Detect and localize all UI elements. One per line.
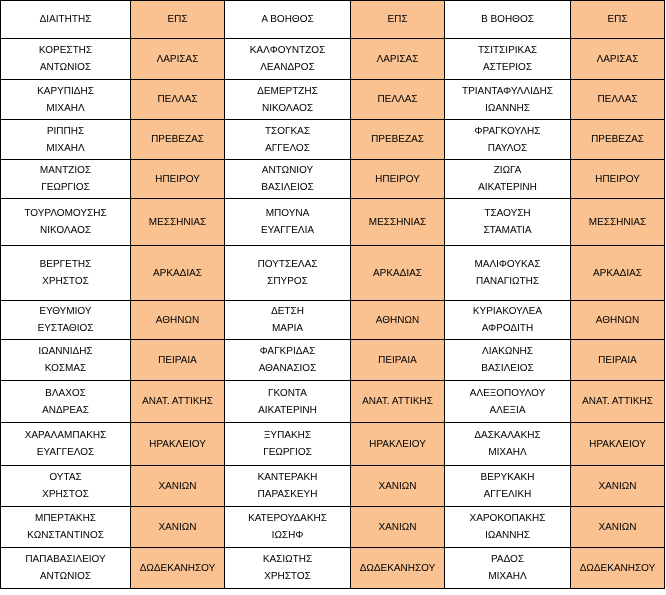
assistant-a-name-cell <box>225 39 351 80</box>
referee-name-cell <box>1 39 131 80</box>
header-assistant-b-eps: ΕΠΣ <box>571 1 665 39</box>
first-name: ΑΛΕΞΙΑ <box>489 404 526 416</box>
surname: ΜΑΛΙΦΟΥΚΑΣ <box>474 259 541 270</box>
first-name: ΑΘΑΝΑΣΙΟΣ <box>258 363 317 374</box>
table-row <box>1 199 665 246</box>
assistant-a-eps-cell: ΧΑΝΙΩΝ <box>351 466 445 507</box>
assistant-b-eps-cell: ΑΝΑΤ. ΑΤΤΙΚΗΣ <box>571 381 665 423</box>
first-name: ΜΙΧΑΗΛ <box>488 447 527 458</box>
referee-eps-cell: ΗΠΕΙΡΟΥ <box>131 160 225 199</box>
table-row <box>1 466 665 507</box>
assistant-a-eps-cell: ΛΑΡΙΣΑΣ <box>351 39 445 80</box>
surname: ΔΕΤΣΗ <box>271 306 304 317</box>
surname: ΚΑΣΙΩΤΗΣ <box>262 554 313 565</box>
assistant-a-name-cell <box>225 246 351 301</box>
assistant-a-name-cell <box>225 381 351 423</box>
surname: ΜΠΟΥΝΑ <box>265 208 310 219</box>
first-name: ΜΙΧΑΗΛ <box>488 571 527 582</box>
first-name: ΑΓΓΕΛΙΚΗ <box>483 489 532 500</box>
assistant-b-name-cell <box>445 301 571 340</box>
referee-eps-cell: ΠΕΛΛΑΣ <box>131 80 225 120</box>
surname: ΚΑΝΤΕΡΑΚΗ <box>257 472 318 483</box>
first-name: ΑΝΤΩΝΙΟΣ <box>39 571 92 582</box>
first-name: ΑΙΚΑΤΕΡΙΝΗ <box>478 182 537 193</box>
first-name: ΑΣΤΕΡΙΟΣ <box>482 62 533 73</box>
header-referee-eps: ΕΠΣ <box>131 1 225 39</box>
assistant-b-eps-cell: ΑΘΗΝΩΝ <box>571 301 665 340</box>
first-name: ΕΥΑΓΓΕΛΙΑ <box>260 225 315 236</box>
first-name: ΕΥΣΤΑΘΙΟΣ <box>37 323 94 334</box>
assistant-a-name-cell <box>225 466 351 507</box>
assistant-b-eps-cell: ΧΑΝΙΩΝ <box>571 507 665 548</box>
table-row <box>1 246 665 301</box>
assistant-b-eps-cell: ΧΑΝΙΩΝ <box>571 466 665 507</box>
first-name: ΠΑΡΑΣΚΕΥΗ <box>257 489 318 500</box>
referee-name-cell <box>1 381 131 423</box>
surname: ΠΑΠΑΒΑΣΙΛΕΙΟΥ <box>25 554 106 565</box>
surname: ΙΩΑΝΝΙΔΗΣ <box>38 346 93 357</box>
assistant-b-name-cell <box>445 340 571 381</box>
assistant-b-name-cell <box>445 466 571 507</box>
referee-name-cell <box>1 199 131 246</box>
assistant-b-name-cell <box>445 120 571 160</box>
assistant-a-name-cell <box>225 548 351 589</box>
first-name: ΛΕΑΝΔΡΟΣ <box>260 62 315 73</box>
table-row <box>1 39 665 80</box>
assistant-b-eps-cell: ΛΑΡΙΣΑΣ <box>571 39 665 80</box>
referee-eps-cell: ΧΑΝΙΩΝ <box>131 507 225 548</box>
surname: ΓΚΟΝΤΑ <box>268 387 307 399</box>
referee-eps-cell: ΜΕΣΣΗΝΙΑΣ <box>131 199 225 246</box>
referee-name-cell <box>1 80 131 120</box>
assistant-b-name-cell <box>445 423 571 466</box>
header-referee: ΔΙΑΙΤΗΤΗΣ <box>1 1 131 39</box>
assistant-a-eps-cell: ΑΘΗΝΩΝ <box>351 301 445 340</box>
surname: ΜΑΝΤΖΙΟΣ <box>39 165 92 176</box>
table-row <box>1 507 665 548</box>
surname: ΔΑΣΚΑΛΑΚΗΣ <box>474 430 541 441</box>
first-name: ΧΡΗΣΤΟΣ <box>42 489 89 500</box>
table-row <box>1 340 665 381</box>
first-name: ΜΑΡΙΑ <box>271 323 304 334</box>
referee-name-cell <box>1 301 131 340</box>
assistant-b-eps-cell: ΑΡΚΑΔΙΑΣ <box>571 246 665 301</box>
surname: ΤΣΟΓΚΑΣ <box>264 125 311 137</box>
assistant-a-eps-cell: ΜΕΣΣΗΝΙΑΣ <box>351 199 445 246</box>
referee-name-cell <box>1 160 131 199</box>
surname: ΦΑΓΚΡΙΔΑΣ <box>259 346 316 357</box>
assistant-a-name-cell <box>225 199 351 246</box>
first-name: ΙΩΣΗΦ <box>271 530 304 541</box>
first-name: ΣΤΑΜΑΤΙΑ <box>483 225 532 236</box>
assistant-b-name-cell <box>445 548 571 589</box>
surname: ΒΛΑΧΟΣ <box>45 387 86 399</box>
referee-eps-cell: ΠΡΕΒΕΖΑΣ <box>131 120 225 160</box>
first-name: ΑΝΔΡΕΑΣ <box>42 404 89 416</box>
referee-eps-cell: ΛΑΡΙΣΑΣ <box>131 39 225 80</box>
first-name: ΝΙΚΟΛΑΟΣ <box>39 225 92 236</box>
surname: ΦΡΑΓΚΟΥΛΗΣ <box>474 125 541 137</box>
assistant-a-name-cell <box>225 423 351 466</box>
referee-eps-cell: ΑΝΑΤ. ΑΤΤΙΚΗΣ <box>131 381 225 423</box>
assistant-b-name-cell <box>445 39 571 80</box>
assistant-a-name-cell <box>225 80 351 120</box>
assistant-a-eps-cell: ΠΡΕΒΕΖΑΣ <box>351 120 445 160</box>
assistant-a-name-cell <box>225 120 351 160</box>
assistant-b-name-cell <box>445 160 571 199</box>
first-name: ΑΓΓΕΛΟΣ <box>265 142 310 154</box>
first-name: ΓΕΩΡΓΙΟΣ <box>263 447 312 458</box>
surname: ΒΕΡΥΚΑΚΗ <box>480 472 535 483</box>
first-name: ΑΝΤΩΝΙΟΣ <box>39 62 92 73</box>
referee-name-cell <box>1 548 131 589</box>
table-row <box>1 160 665 199</box>
surname: ΚΑΡΥΠΙΔΗΣ <box>37 85 94 97</box>
header-assistant-b: Β ΒΟΗΘΟΣ <box>445 1 571 39</box>
referee-eps-cell: ΑΡΚΑΔΙΑΣ <box>131 246 225 301</box>
assistant-a-eps-cell: ΑΝΑΤ. ΑΤΤΙΚΗΣ <box>351 381 445 423</box>
first-name: ΜΙΧΑΗΛ <box>46 102 85 114</box>
surname: ΡΙΠΠΗΣ <box>46 125 85 137</box>
referee-name-cell <box>1 340 131 381</box>
first-name: ΚΩΝΣΤΑΝΤΙΝΟΣ <box>27 530 104 541</box>
surname: ΕΥΘΥΜΙΟΥ <box>39 306 92 317</box>
referee-eps-cell: ΗΡΑΚΛΕΙΟΥ <box>131 423 225 466</box>
assistant-b-eps-cell: ΠΕΙΡΑΙΑ <box>571 340 665 381</box>
first-name: ΠΑΝΑΓΙΩΤΗΣ <box>475 276 540 287</box>
table-row <box>1 80 665 120</box>
first-name: ΠΑΥΛΟΣ <box>487 142 528 154</box>
referee-name-cell <box>1 423 131 466</box>
surname: ΑΛΕΞΟΠΟΥΛΟΥ <box>469 387 546 399</box>
surname: ΜΠΕΡΤΑΚΗΣ <box>34 513 96 524</box>
surname: ΚΑΤΕΡΟΥΔΑΚΗΣ <box>248 513 327 524</box>
table-row <box>1 423 665 466</box>
assistant-a-eps-cell: ΑΡΚΑΔΙΑΣ <box>351 246 445 301</box>
assistant-a-eps-cell: ΔΩΔΕΚΑΝΗΣΟΥ <box>351 548 445 589</box>
surname: ΧΑΡΑΛΑΜΠΑΚΗΣ <box>24 430 107 441</box>
first-name: ΙΩΑΝΝΗΣ <box>485 102 530 114</box>
referee-eps-cell: ΧΑΝΙΩΝ <box>131 466 225 507</box>
first-name: ΧΡΗΣΤΟΣ <box>264 571 311 582</box>
table-row <box>1 301 665 340</box>
assistant-a-name-cell <box>225 160 351 199</box>
assistant-b-eps-cell: ΠΡΕΒΕΖΑΣ <box>571 120 665 160</box>
assistant-b-name-cell <box>445 507 571 548</box>
header-assistant-a: Α ΒΟΗΘΟΣ <box>225 1 351 39</box>
surname: ΑΝΤΩΝΙΟΥ <box>261 165 314 176</box>
first-name: ΒΑΣΙΛΕΙΟΣ <box>261 182 314 193</box>
surname: ΛΙΑΚΩΝΗΣ <box>482 346 533 357</box>
assistant-b-name-cell <box>445 80 571 120</box>
surname: ΧΑΡΟΚΟΠΑΚΗΣ <box>469 513 546 524</box>
assistant-a-name-cell <box>225 340 351 381</box>
first-name: ΜΙΧΑΗΛ <box>46 142 85 154</box>
first-name: ΕΥΑΓΓΕΛΟΣ <box>36 447 95 458</box>
assistant-a-name-cell <box>225 507 351 548</box>
referee-eps-cell: ΔΩΔΕΚΑΝΗΣΟΥ <box>131 548 225 589</box>
assistant-b-eps-cell: ΔΩΔΕΚΑΝΗΣΟΥ <box>571 548 665 589</box>
assistant-b-eps-cell: ΗΠΕΙΡΟΥ <box>571 160 665 199</box>
surname: ΔΕΜΕΡΤΖΗΣ <box>257 85 318 97</box>
surname: ΤΡΙΑΝΤΑΦΥΛΛΙΔΗΣ <box>461 85 553 97</box>
referee-eps-cell: ΠΕΙΡΑΙΑ <box>131 340 225 381</box>
surname: ΡΑΔΟΣ <box>490 554 525 565</box>
header-row <box>1 1 665 39</box>
surname: ΒΕΡΓΕΤΗΣ <box>39 259 92 270</box>
first-name: ΒΑΣΙΛΕΙΟΣ <box>481 363 534 374</box>
referee-name-cell <box>1 507 131 548</box>
assistant-b-eps-cell: ΠΕΛΛΑΣ <box>571 80 665 120</box>
surname: ΤΟΥΡΛΟΜΟΥΣΗΣ <box>24 208 107 219</box>
first-name: ΑΙΚΑΤΕΡΙΝΗ <box>258 404 317 416</box>
surname: ΚΑΛΦΟΥΝΤΖΟΣ <box>249 45 326 56</box>
surname: ΖΙΩΓΑ <box>493 165 522 176</box>
assistant-a-eps-cell: ΠΕΙΡΑΙΑ <box>351 340 445 381</box>
assistant-b-eps-cell: ΗΡΑΚΛΕΙΟΥ <box>571 423 665 466</box>
surname: ΤΣΙΤΣΙΡΙΚΑΣ <box>477 45 538 56</box>
assistant-b-eps-cell: ΜΕΣΣΗΝΙΑΣ <box>571 199 665 246</box>
surname: ΠΟΥΤΣΕΛΑΣ <box>257 259 318 270</box>
surname: ΤΣΑΟΥΣΗ <box>484 208 531 219</box>
surname: ΚΟΡΕΣΤΗΣ <box>38 45 93 56</box>
assistant-a-eps-cell: ΗΠΕΙΡΟΥ <box>351 160 445 199</box>
header-assistant-a-eps: ΕΠΣ <box>351 1 445 39</box>
table-row <box>1 548 665 589</box>
surname: ΞΥΠΑΚΗΣ <box>263 430 312 441</box>
referee-name-cell <box>1 120 131 160</box>
surname: ΟΥΤΑΣ <box>49 472 82 483</box>
assistant-a-eps-cell: ΠΕΛΛΑΣ <box>351 80 445 120</box>
assistant-a-name-cell <box>225 301 351 340</box>
first-name: ΧΡΗΣΤΟΣ <box>42 276 89 287</box>
table-row <box>1 381 665 423</box>
first-name: ΝΙΚΟΛΑΟΣ <box>261 102 314 114</box>
referee-name-cell <box>1 466 131 507</box>
table-row <box>1 120 665 160</box>
assistant-b-name-cell <box>445 199 571 246</box>
surname: ΚΥΡΙΑΚΟΥΛΕΑ <box>472 306 543 317</box>
first-name: ΣΠΥΡΟΣ <box>267 276 308 287</box>
first-name: ΚΟΣΜΑΣ <box>44 363 87 374</box>
first-name: ΙΩΑΝΝΗΣ <box>485 530 530 541</box>
referee-eps-cell: ΑΘΗΝΩΝ <box>131 301 225 340</box>
first-name: ΑΦΡΟΔΙΤΗ <box>481 323 534 334</box>
assistant-b-name-cell <box>445 381 571 423</box>
assistant-a-eps-cell: ΧΑΝΙΩΝ <box>351 507 445 548</box>
first-name: ΓΕΩΡΓΙΟΣ <box>41 182 90 193</box>
assistant-b-name-cell <box>445 246 571 301</box>
assistant-a-eps-cell: ΗΡΑΚΛΕΙΟΥ <box>351 423 445 466</box>
referee-name-cell <box>1 246 131 301</box>
